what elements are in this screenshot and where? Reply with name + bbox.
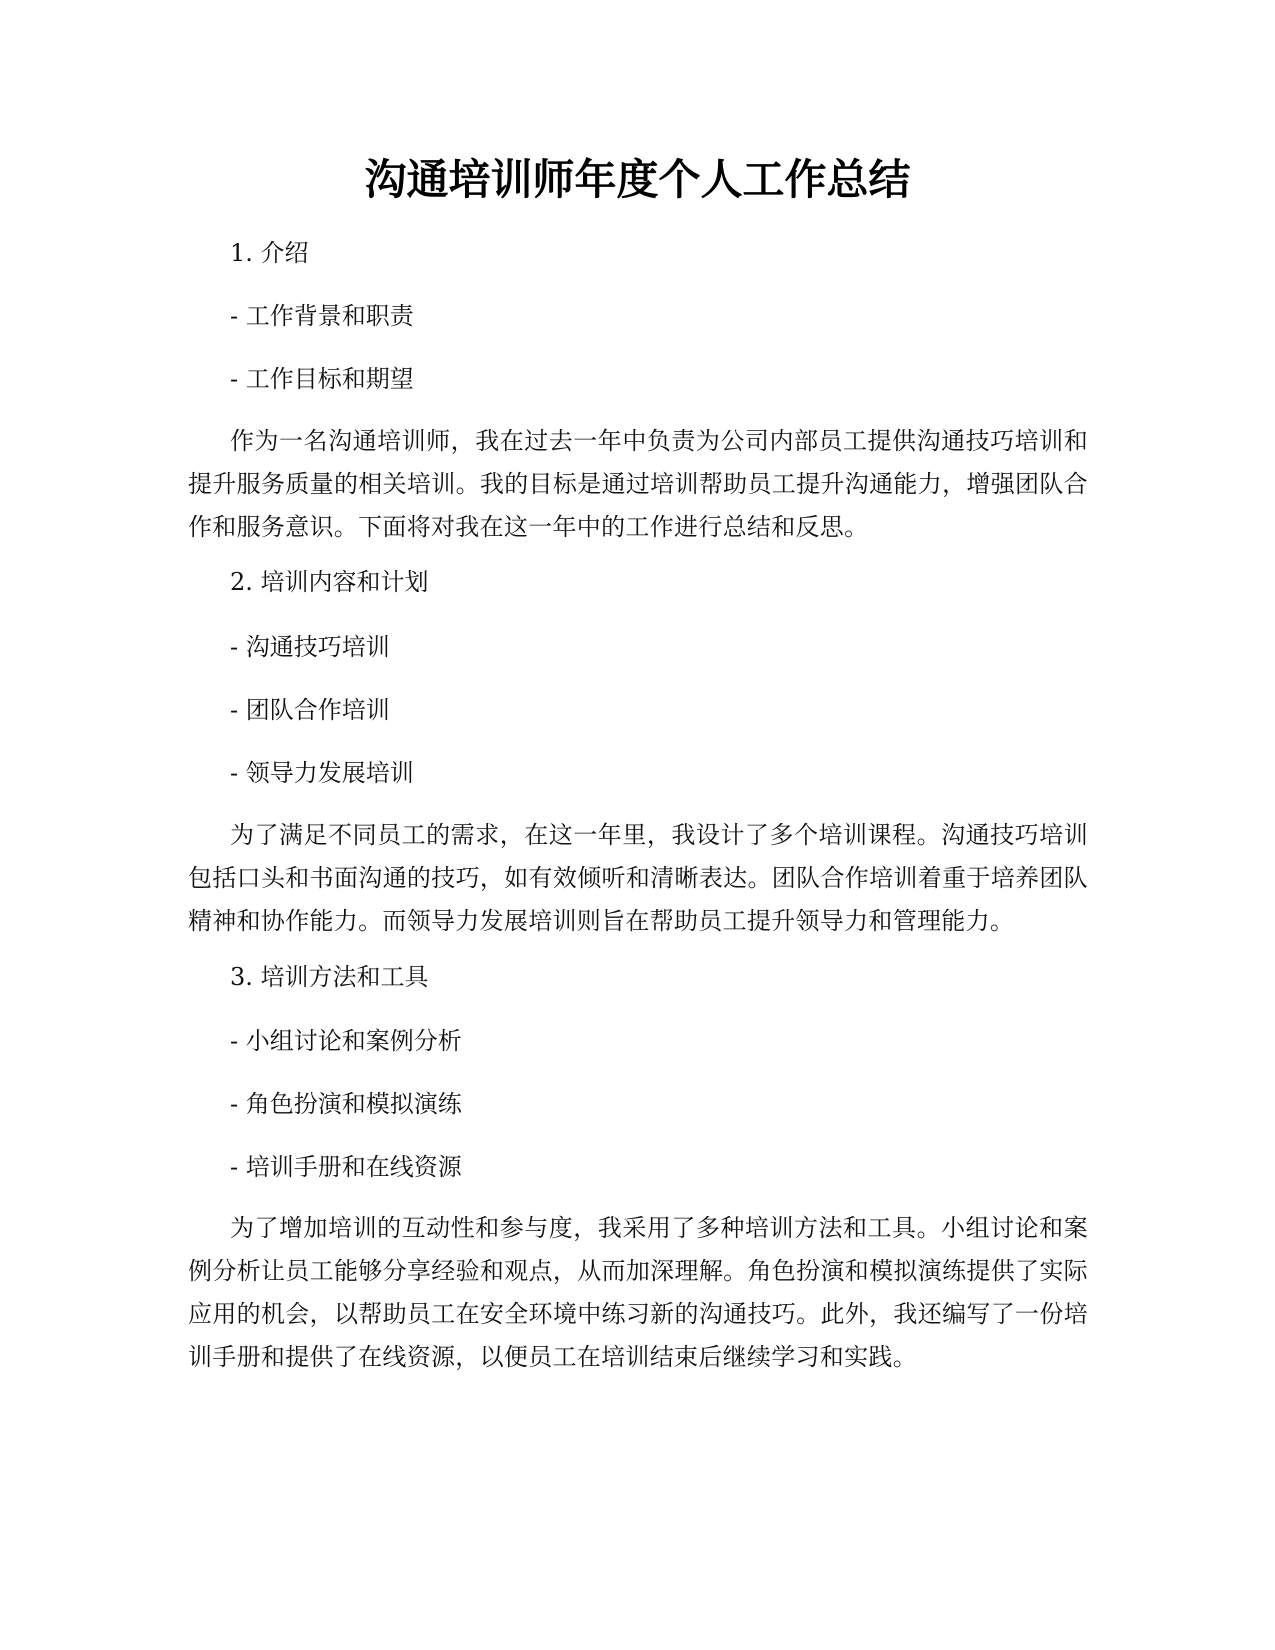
body-paragraph-methods: 为了增加培训的互动性和参与度，我采用了多种培训方法和工具。小组讨论和案例分析让员工能够分享经验和观点，从而加深理解。角色扮演和模拟演练提供了实际应用的机会，以帮助员工在安全环境中练习新的沟通技巧。此外，我还编写了一份培训手册和提供了在线资源，以便员工在培训结束后继续学习和实践。 — [188, 1214, 1088, 1371]
list-item: - 角色扮演和模拟演练 — [230, 1090, 462, 1118]
section-heading-methods: 3. 培训方法和工具 — [230, 963, 429, 991]
list-item: - 工作目标和期望 — [230, 365, 414, 393]
body-paragraph-content: 为了满足不同员工的需求，在这一年里，我设计了多个培训课程。沟通技巧培训包括口头和书面沟通的技巧，如有效倾听和清晰表达。团队合作培训着重于培养团队精神和协作能力。而领导力发展培训则旨在帮助员工提升领导力和管理能力。 — [188, 821, 1088, 935]
list-item: - 工作背景和职责 — [230, 302, 414, 330]
body-paragraph-intro: 作为一名沟通培训师，我在过去一年中负责为公司内部员工提供沟通技巧培训和提升服务质量的相关培训。我的目标是通过培训帮助员工提升沟通能力，增强团队合作和服务意识。下面将对我在这一年中的工作进行总结和反思。 — [188, 427, 1088, 541]
section-heading-intro: 1. 介绍 — [230, 239, 309, 267]
list-item: - 团队合作培训 — [230, 696, 390, 724]
section-heading-content: 2. 培训内容和计划 — [230, 568, 429, 596]
list-item: - 培训手册和在线资源 — [230, 1153, 462, 1181]
list-item: - 沟通技巧培训 — [230, 633, 390, 661]
list-item: - 小组讨论和案例分析 — [230, 1027, 462, 1055]
list-item: - 领导力发展培训 — [230, 759, 414, 787]
page-title: 沟通培训师年度个人工作总结 — [364, 155, 911, 204]
